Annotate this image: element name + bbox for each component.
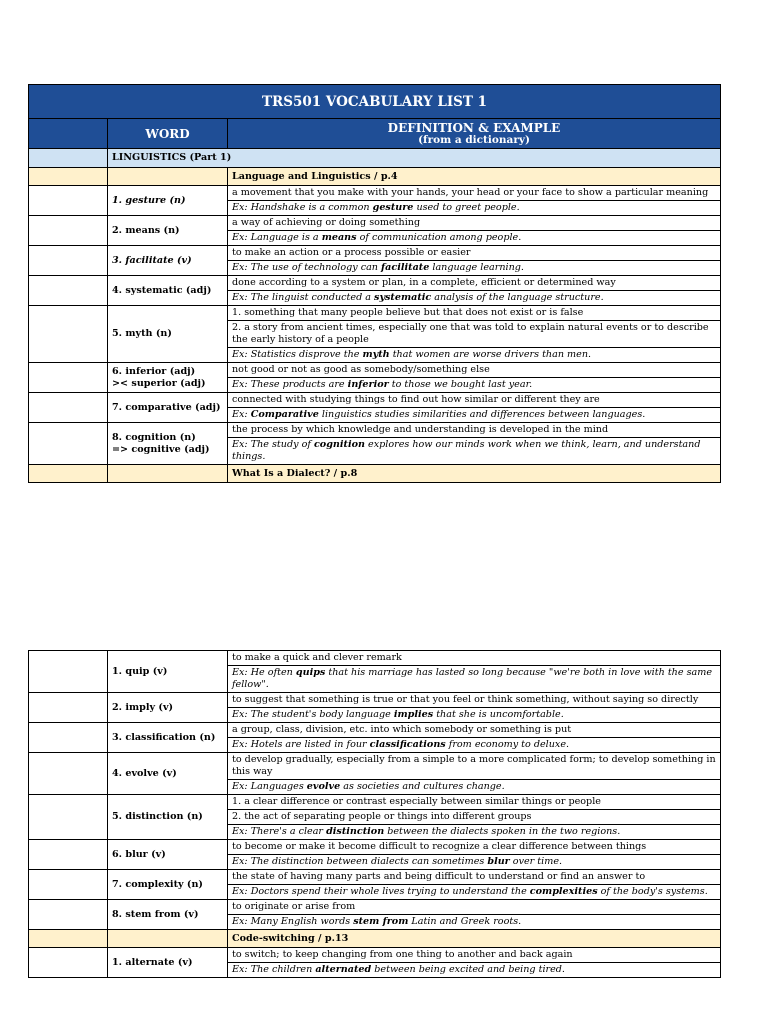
definition-line: 1. a clear difference or contrast especially between similar things or people: [228, 795, 720, 810]
section-blank-2: [108, 168, 228, 186]
vocab-row: [29, 840, 721, 870]
vocab-row: [29, 693, 721, 723]
definition-line: 2. a story from ancient times, especially one that was told to explain natural events or to describe the early history of a people: [228, 321, 720, 348]
vocab-definition: [228, 306, 721, 363]
example-text: language learning.: [429, 262, 524, 273]
definition-line: the state of having many parts and being difficult to understand or find an answer to: [228, 870, 720, 885]
header-definition: [228, 119, 721, 149]
vocab-word: [108, 651, 228, 693]
definition-line: 2. the act of separating people or things into different groups: [228, 810, 720, 825]
definition-line: not good or not as good as somebody/something else: [228, 363, 720, 378]
section-blank-1: [29, 465, 108, 483]
example-text: explores how our minds work when we think, learn, and understand things.: [232, 439, 701, 462]
vocab-word-text: 7. comparative (adj): [112, 401, 221, 413]
vocab-row: [29, 870, 721, 900]
vocab-word-text: 5. distinction (n): [112, 811, 203, 822]
example-text: Ex: Handshake is a common: [232, 202, 373, 213]
example-line: [228, 738, 720, 752]
title-row: [29, 85, 721, 119]
example-line: [228, 231, 720, 245]
example-text: that his marriage has lasted so long because "we're both in love with the same fellow".: [232, 667, 712, 690]
example-line: [228, 780, 720, 794]
vocab-word: [108, 306, 228, 363]
vocab-word: [108, 870, 228, 900]
vocab-word: [108, 948, 228, 978]
vocab-table-page-2: [28, 650, 721, 978]
vocab-definition: [228, 246, 721, 276]
row-blank: [29, 870, 108, 900]
example-text: Ex: Language is a: [232, 232, 322, 243]
vocab-definition: [228, 900, 721, 930]
example-text: Ex: The study of: [232, 439, 314, 450]
category-blank: [29, 149, 108, 168]
vocab-word: [108, 900, 228, 930]
vocab-word-text: 6. blur (v): [112, 848, 166, 860]
example-text: over time.: [509, 856, 563, 867]
example-text: of the body's systems.: [597, 886, 708, 897]
example-text: Ex: The linguist conducted a: [232, 292, 375, 303]
vocab-word: [108, 753, 228, 795]
section-title: What Is a Dialect? / p.8: [228, 465, 721, 483]
example-line: [228, 348, 720, 362]
example-text: Ex: The children: [232, 964, 316, 975]
example-text: Ex: These products are: [232, 379, 348, 390]
row-blank: [29, 840, 108, 870]
row-blank: [29, 423, 108, 465]
example-text: Ex: Languages: [232, 781, 307, 792]
vocab-word-text: 4. evolve (v): [112, 767, 177, 779]
example-line: [228, 378, 720, 392]
row-blank: [29, 246, 108, 276]
section-blank-1: [29, 930, 108, 948]
definition-line: to switch; to keep changing from one thing to another and back again: [228, 948, 720, 963]
category-row: [29, 149, 721, 168]
vocab-definition: [228, 948, 721, 978]
example-line: [228, 666, 720, 692]
row-blank: [29, 216, 108, 246]
definition-line: to suggest that something is true or that you feel or think something, without saying so directly: [228, 693, 720, 708]
example-line: [228, 855, 720, 869]
vocab-word-text: 7. complexity (n): [112, 878, 203, 890]
vocab-row: [29, 423, 721, 465]
example-keyword: evolve: [306, 781, 341, 792]
vocab-definition: [228, 693, 721, 723]
vocab-definition: [228, 651, 721, 693]
example-line: [228, 201, 720, 215]
vocab-row: [29, 948, 721, 978]
example-line: [228, 708, 720, 722]
example-text: of communication among people.: [356, 232, 522, 243]
header-definition-sub: (from a dictionary): [418, 133, 530, 146]
vocab-definition: [228, 363, 721, 393]
example-keyword: systematic: [374, 292, 432, 303]
row-blank: [29, 900, 108, 930]
definition-line: to make a quick and clever remark: [228, 651, 720, 666]
example-line: [228, 408, 720, 422]
example-text: Ex: Hotels are listed in four: [232, 739, 370, 750]
vocab-word-text: 1. gesture (n): [112, 194, 186, 206]
example-text: Ex: The distinction between dialects can sometimes: [232, 856, 488, 867]
vocab-word-related: >< superior (adj): [112, 377, 206, 389]
vocab-row: [29, 186, 721, 216]
vocab-definition: [228, 870, 721, 900]
vocab-word: [108, 186, 228, 216]
definition-line: a movement that you make with your hands, your head or your face to show a particular meaning: [228, 186, 720, 201]
example-text: Ex: The use of technology can: [232, 262, 382, 273]
vocab-definition: [228, 795, 721, 840]
row-blank: [29, 276, 108, 306]
vocab-word-text: 2. imply (v): [112, 701, 174, 713]
vocab-word-text: 5. myth (n): [112, 328, 172, 339]
definition-line: the process by which knowledge and understanding is developed in the mind: [228, 423, 720, 438]
vocab-word-text: 6. inferior (adj): [112, 365, 196, 377]
example-keyword: blur: [487, 856, 510, 867]
example-keyword: quips: [295, 667, 326, 678]
example-text: to those we bought last year.: [388, 379, 533, 390]
section-row: [29, 465, 721, 483]
vocab-definition: [228, 186, 721, 216]
example-text: Latin and Greek roots.: [408, 916, 522, 927]
category-label: LINGUISTICS (Part 1): [108, 149, 721, 168]
vocab-row: [29, 216, 721, 246]
definition-line: to become or make it become difficult to recognize a clear difference between things: [228, 840, 720, 855]
example-text: Ex:: [232, 409, 251, 420]
vocab-row: [29, 651, 721, 693]
vocab-word: [108, 363, 228, 393]
definition-line: a way of achieving or doing something: [228, 216, 720, 231]
vocab-row: [29, 246, 721, 276]
example-text: linguistics studies similarities and differences between languages.: [318, 409, 646, 420]
vocab-word: [108, 723, 228, 753]
vocab-row: [29, 795, 721, 840]
vocab-row: [29, 276, 721, 306]
vocab-definition: [228, 216, 721, 246]
example-keyword: classifications: [369, 739, 446, 750]
section-blank-2: [108, 465, 228, 483]
section-row: [29, 168, 721, 186]
row-blank: [29, 651, 108, 693]
row-blank: [29, 363, 108, 393]
vocab-word: [108, 423, 228, 465]
example-line: [228, 825, 720, 839]
example-keyword: gesture: [372, 202, 414, 213]
section-blank-2: [108, 930, 228, 948]
vocab-definition: [228, 753, 721, 795]
section-title: Language and Linguistics / p.4: [228, 168, 721, 186]
example-keyword: distinction: [326, 826, 385, 837]
vocab-definition: [228, 840, 721, 870]
example-text: Ex: Many English words: [232, 916, 354, 927]
example-keyword: implies: [393, 709, 434, 720]
example-line: [228, 291, 720, 305]
example-text: Ex: He often: [232, 667, 296, 678]
vocab-word-text: 1. quip (v): [112, 665, 168, 677]
vocab-row: [29, 900, 721, 930]
example-text: Ex: The student's body language: [232, 709, 394, 720]
example-text: analysis of the language structure.: [431, 292, 604, 303]
vocab-row: [29, 753, 721, 795]
vocab-row: [29, 393, 721, 423]
vocab-definition: [228, 423, 721, 465]
header-word: WORD: [108, 119, 228, 149]
vocab-word: [108, 795, 228, 840]
definition-line: done according to a system or plan, in a complete, efficient or determined way: [228, 276, 720, 291]
vocab-definition: [228, 393, 721, 423]
section-blank-1: [29, 168, 108, 186]
vocab-row: [29, 723, 721, 753]
vocab-word-text: 3. facilitate (v): [112, 254, 192, 266]
section-title: Code-switching / p.13: [228, 930, 721, 948]
vocab-word-text: 1. alternate (v): [112, 956, 193, 968]
row-blank: [29, 723, 108, 753]
vocab-table-page-1: [28, 84, 721, 483]
example-keyword: Comparative: [250, 409, 319, 420]
example-text: Ex: There's a clear: [232, 826, 327, 837]
example-text: that women are worse drivers than men.: [389, 349, 592, 360]
example-text: used to greet people.: [413, 202, 520, 213]
example-keyword: alternated: [315, 964, 372, 975]
example-text: as societies and cultures change.: [340, 781, 505, 792]
section-row: [29, 930, 721, 948]
example-line: [228, 438, 720, 464]
definition-line: 1. something that many people believe but that does not exist or is false: [228, 306, 720, 321]
example-keyword: cognition: [313, 439, 365, 450]
vocab-definition: [228, 276, 721, 306]
example-line: [228, 915, 720, 929]
example-line: [228, 261, 720, 275]
example-keyword: myth: [362, 349, 390, 360]
definition-line: to make an action or a process possible or easier: [228, 246, 720, 261]
vocab-row: [29, 306, 721, 363]
list-title: TRS501 VOCABULARY LIST 1: [29, 85, 721, 119]
row-blank: [29, 186, 108, 216]
vocab-word: [108, 246, 228, 276]
row-blank: [29, 948, 108, 978]
vocab-definition: [228, 723, 721, 753]
example-keyword: facilitate: [381, 262, 430, 273]
example-text: Ex: Doctors spend their whole lives trying to understand the: [232, 886, 530, 897]
vocab-word: [108, 840, 228, 870]
vocab-word: [108, 393, 228, 423]
example-line: [228, 885, 720, 899]
header-row: [29, 119, 721, 149]
row-blank: [29, 306, 108, 363]
definition-line: to develop gradually, especially from a simple to a more complicated form; to develop something in this way: [228, 753, 720, 780]
example-line: [228, 963, 720, 977]
vocab-word-related: => cognitive (adj): [112, 443, 210, 455]
example-text: between being excited and being tired.: [371, 964, 565, 975]
vocab-word: [108, 693, 228, 723]
row-blank: [29, 693, 108, 723]
example-keyword: means: [321, 232, 357, 243]
example-text: Ex: Statistics disprove the: [232, 349, 363, 360]
vocab-word: [108, 216, 228, 246]
vocab-word-text: 4. systematic (adj): [112, 284, 212, 296]
vocab-word: [108, 276, 228, 306]
example-keyword: stem from: [353, 916, 409, 927]
vocab-word-text: 8. cognition (n): [112, 431, 196, 443]
header-blank: [29, 119, 108, 149]
example-text: between the dialects spoken in the two regions.: [384, 826, 621, 837]
definition-line: to originate or arise from: [228, 900, 720, 915]
header-definition-label: DEFINITION & EXAMPLE: [387, 120, 561, 135]
vocab-word-text: 2. means (n): [112, 224, 180, 236]
definition-line: a group, class, division, etc. into which somebody or something is put: [228, 723, 720, 738]
vocab-row: [29, 363, 721, 393]
vocab-word-text: 3. classification (n): [112, 731, 216, 743]
example-text: from economy to deluxe.: [445, 739, 570, 750]
row-blank: [29, 753, 108, 795]
example-text: that she is uncomfortable.: [433, 709, 564, 720]
example-keyword: inferior: [347, 379, 389, 390]
definition-line: connected with studying things to find out how similar or different they are: [228, 393, 720, 408]
example-keyword: complexities: [529, 886, 598, 897]
row-blank: [29, 393, 108, 423]
row-blank: [29, 795, 108, 840]
vocab-word-text: 8. stem from (v): [112, 908, 199, 920]
